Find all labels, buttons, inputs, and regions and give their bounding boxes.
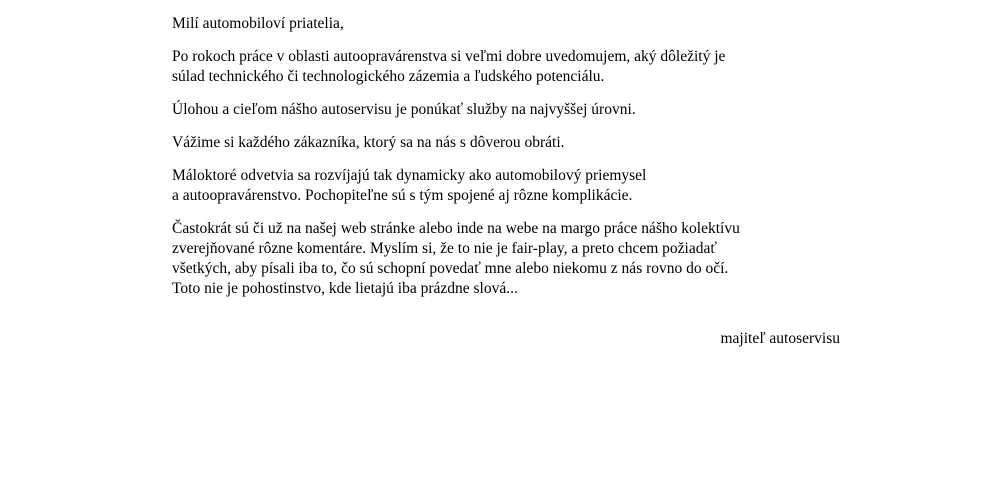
paragraph-line: Toto nie je pohostinstvo, kde lietajú iba prázdne slová...: [172, 280, 518, 297]
paragraph-line: Úlohou a cieľom nášho autoservisu je ponúkať služby na najvyššej úrovni.: [172, 101, 636, 118]
paragraph-line: Častokrát sú či už na našej web stránke alebo inde na webe na margo práce nášho kolektívu: [172, 220, 740, 237]
paragraph-comments: [172, 219, 852, 299]
paragraph-line: a autoopravárenstvo. Pochopiteľne sú s tým spojené aj rôzne komplikácie.: [172, 187, 633, 204]
paragraph-line: zverejňované rôzne komentáre. Myslím si, že to nie je fair-play, a preto chcem požiadať: [172, 240, 717, 257]
paragraph-line: Vážime si každého zákazníka, ktorý sa na nás s dôverou obráti.: [172, 134, 565, 151]
letter-body: [172, 14, 852, 312]
greeting: [172, 14, 852, 34]
paragraph-line: súlad technického či technologického zázemia a ľudského potenciálu.: [172, 68, 605, 85]
paragraph-goal: [172, 100, 852, 120]
paragraph-customers: [172, 133, 852, 153]
paragraph-line: Po rokoch práce v oblasti autoopravárenstva si veľmi dobre uvedomujem, aký dôležitý je: [172, 48, 726, 65]
paragraph-industry: [172, 166, 852, 206]
paragraph-experience: [172, 47, 852, 87]
paragraph-line: všetkých, aby písali iba to, čo sú schopní povedať mne alebo niekomu z nás rovno do očí.: [172, 260, 729, 277]
paragraph-line: Máloktoré odvetvia sa rozvíjajú tak dynamicky ako automobilový priemysel: [172, 167, 647, 184]
signature: majiteľ autoservisu: [720, 330, 840, 347]
greeting-line: Milí automobiloví priatelia,: [172, 15, 344, 32]
